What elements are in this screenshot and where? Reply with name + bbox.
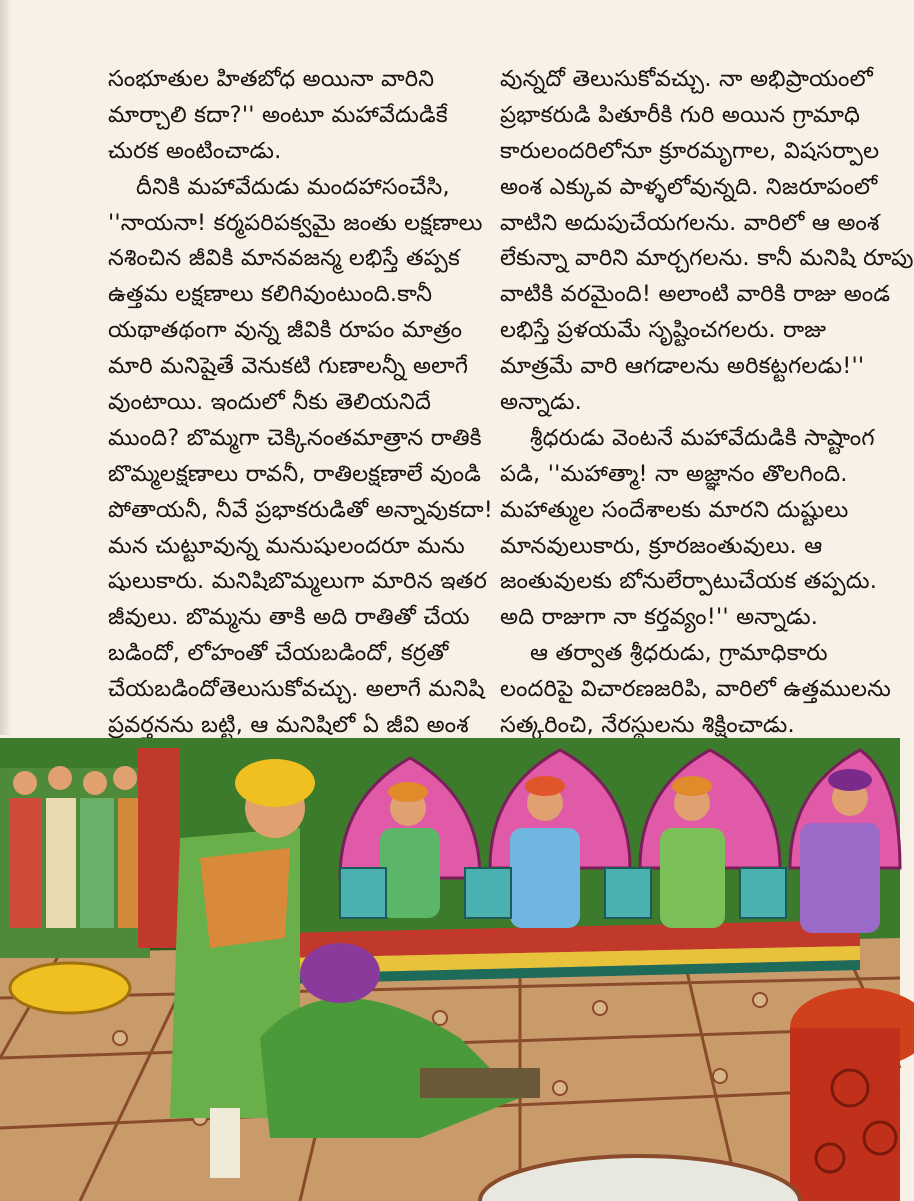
court-scene-illustration bbox=[0, 738, 900, 1201]
left-text-column bbox=[108, 62, 494, 744]
pillar bbox=[138, 748, 180, 948]
text-line: దీనికి మహావేదుడు మందహాసంచేసి, bbox=[136, 173, 450, 200]
text-line: ప్రవర్తనను బట్టి, ఆ మనిషిలో ఏ జీవి అంశ bbox=[108, 712, 469, 739]
text-line: ప్రభాకరుడి పితూరీకి గురి అయిన గ్రామాధి bbox=[500, 101, 861, 128]
text-line: ముంది? బొమ్మగా చెక్కినంతమాత్రాన రాతికి bbox=[108, 424, 482, 451]
text-line: వాటికి వరమైంది! అలాంటి వారికి రాజు అండ bbox=[500, 281, 891, 308]
text-line: జీవులు. బొమ్మను తాకి అది రాతితో చేయ bbox=[108, 604, 470, 631]
text-line: మహాత్ముల సందేశాలకు మారని దుష్టులు bbox=[500, 496, 849, 523]
crowd bbox=[0, 766, 150, 958]
text-line: నశించిన జీవికి మానవజన్మ లభిస్తే తప్పక bbox=[108, 245, 460, 272]
text-line: బొమ్మలక్షణాలు రావనీ, రాతిలక్షణాలే వుండి bbox=[108, 460, 482, 487]
text-line: యథాతథంగా వున్న జీవికి రూపం మాత్రం bbox=[108, 317, 463, 344]
text-line: చేయబడిందోతెలుసుకోవచ్చు. అలాగే మనిషి bbox=[108, 676, 485, 703]
text-line: బడిందో, లోహంతో చేయబడిందో, కర్రతో bbox=[108, 640, 449, 667]
text-line: పోతాయనీ, నీవే ప్రభాకరుడితో అన్నావుకదా! bbox=[108, 496, 494, 523]
text-line: అది రాజుగా నా కర్తవ్యం!'' అన్నాడు. bbox=[500, 604, 819, 631]
text-line: వున్నదో తెలుసుకోవచ్చు. నా అభిప్రాయంలో bbox=[500, 66, 873, 92]
text-line: పడి, ''మహాత్మా! నా అజ్ఞానం తొలగింది. bbox=[500, 460, 848, 487]
text-line: ఆ తర్వాత శ్రీధరుడు, గ్రామాధికారు bbox=[530, 640, 828, 667]
text-line: చురక అంటించాడు. bbox=[108, 137, 282, 164]
text-line: మారి మనిషైతే వెనుకటి గుణాలన్నీ అలాగే bbox=[108, 353, 469, 380]
text-line: శ్రీధరుడు వెంటనే మహావేదుడికి సాష్టాంగ bbox=[530, 424, 875, 451]
text-line: ఉత్తమ లక్షణాలు కలిగివుంటుంది.కానీ bbox=[108, 281, 433, 308]
text-line: షులుకారు. మనిషిబొమ్మలుగా మారిన ఇతర bbox=[108, 568, 488, 595]
text-line: సత్కరించి, నేరస్థులను శిక్షించాడు. bbox=[500, 712, 795, 739]
decorated-pot bbox=[790, 988, 914, 1201]
text-line: మన చుట్టూవున్న మనుషులందరూ మను bbox=[108, 532, 465, 559]
text-line: మాత్రమే వారి ఆగడాలను అరికట్టగలడు!'' bbox=[500, 353, 865, 380]
text-line: సంభూతుల హితబోధ అయినా వారిని bbox=[108, 66, 435, 92]
text-line: లభిస్తే ప్రళయమే సృష్టించగలరు. రాజు bbox=[500, 317, 827, 344]
text-line: అంశ ఎక్కువ పాళ్ళలోవున్నది. నిజరూపంలో bbox=[500, 173, 878, 200]
text-line: ''నాయనా! కర్మపరిపక్వమై జంతు లక్షణాలు bbox=[108, 209, 483, 236]
text-line: మానవులుకారు, క్రూరజంతువులు. ఆ bbox=[500, 532, 823, 559]
text-line: వుంటాయి. ఇందులో నీకు తెలియనిదే bbox=[108, 389, 432, 416]
text-line: అన్నాడు. bbox=[500, 389, 582, 416]
text-line: జంతువులకు బోనులేర్పాటుచేయక తప్పదు. bbox=[500, 568, 878, 595]
text-line: వాటిని అదుపుచేయగలను. వారిలో ఆ అంశ bbox=[500, 209, 880, 236]
text-line: మార్చాలి కదా?'' అంటూ మహావేదుడికే bbox=[108, 101, 448, 128]
right-text-column bbox=[500, 62, 914, 744]
text-line: కారులందరిలోనూ క్రూరమృగాల, విషసర్పాల bbox=[500, 137, 880, 164]
text-line: లేకున్నా వారిని మార్చగలను. కానీ మనిషి రూపు bbox=[500, 245, 914, 272]
text-line: లందరిపై విచారణజరిపి, వారిలో ఉత్తములను bbox=[500, 676, 891, 703]
page-gutter bbox=[0, 0, 12, 735]
yellow-tray bbox=[10, 963, 130, 1013]
